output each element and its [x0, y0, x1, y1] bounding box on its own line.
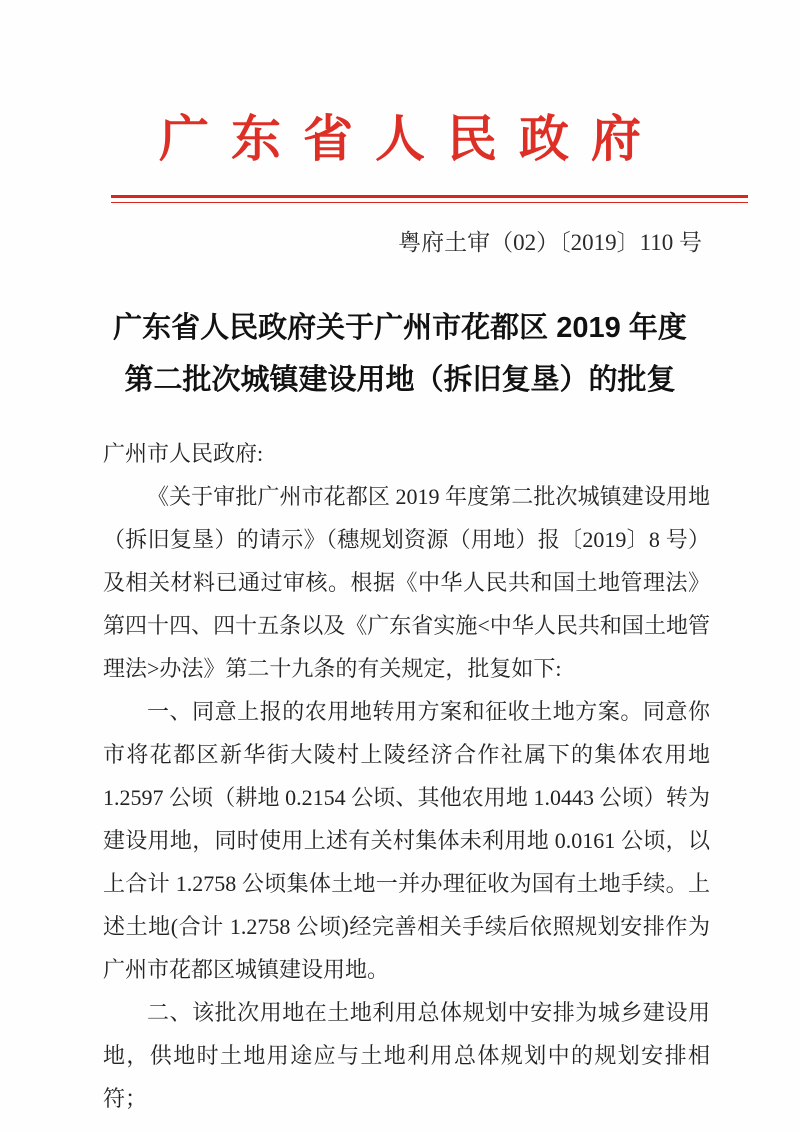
- document-title-line2: 第二批次城镇建设用地（拆旧复垦）的批复: [124, 363, 676, 396]
- body-paragraph: 《关于审批广州市花都区 2019 年度第二批次城镇建设用地（拆旧复垦）的请示》（穗规划资源（用地）报〔2019〕8 号）及相关材料已通过审核。根据《中华人民共和国土地管理法》第四十四、四十五条以及《广东省实施<中华人民共和国土地管理法>办法》第二十九条的有关规定，批复如下:: [103, 483, 710, 681]
- letterhead: [0, 0, 800, 167]
- letterhead-divider-line: [111, 195, 748, 203]
- document-reference-number: 粤府土审（02）〔2019〕110 号: [398, 230, 702, 255]
- body-paragraph: 一、同意上报的农用地转用方案和征收土地方案。同意你市将花都区新华街大陵村上陵经济合作社属下的集体农用地 1.2597 公顷（耕地 0.2154 公顷、其他农用地 1.0443 公顷）转为建设用地，同时使用上述有关村集体未利用地 0.0161 公顷，以上合计 1.2758 公顷集体土地一并办理征收为国有土地手续。上述土地(合计 1.2758 公顷)经完善相关手续后依照规划安排作为广州市花都区城镇建设用地。: [103, 698, 710, 982]
- document-body: [103, 432, 710, 1120]
- salutation: 广州市人民政府:: [103, 440, 264, 466]
- document-title: [0, 302, 800, 406]
- body-paragraph: 二、该批次用地在土地利用总体规划中安排为城乡建设用地，供地时土地用途应与土地利用总体规划中的规划安排相符；: [103, 999, 710, 1111]
- issuer-name: 广东省人民政府: [159, 111, 663, 167]
- document-title-line1: 广东省人民政府关于广州市花都区 2019 年度: [113, 311, 687, 344]
